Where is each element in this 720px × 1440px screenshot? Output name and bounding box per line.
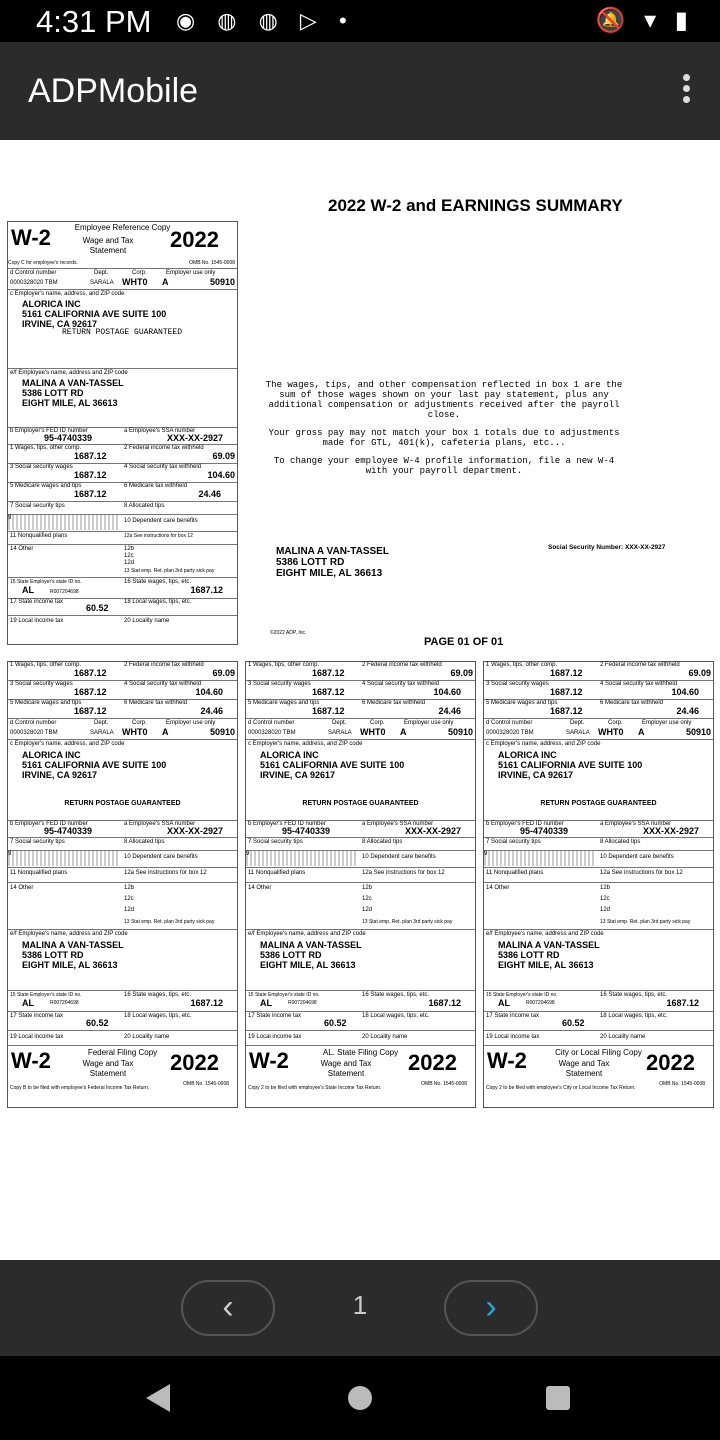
label-box7: 7 Social security tips — [486, 839, 541, 845]
label-box15: 15 State Employer's state ID no. — [486, 992, 558, 998]
label-box17: 17 State income tax — [10, 598, 64, 605]
clock: 4:31 PM — [36, 4, 152, 39]
label-box2: 2 Federal income tax withheld — [362, 662, 442, 668]
label-box12d: 12d — [600, 907, 611, 913]
box5-medicare-wages: 1687.12 — [312, 706, 345, 716]
status-bar — [0, 0, 720, 42]
label-euse: Employer use only — [166, 269, 216, 276]
employee-name: MALINA A VAN-TASSEL — [260, 939, 362, 950]
employee-street: 5386 LOTT RD — [22, 388, 84, 398]
label-dept: Dept. — [332, 720, 347, 726]
w2-filing-copy — [7, 661, 238, 1108]
app-title: ADPMobile — [28, 72, 199, 110]
label-box6: 6 Medicare tax withheld — [124, 482, 188, 489]
employer-use-value: 50910 — [209, 727, 235, 737]
app-bar — [0, 42, 720, 140]
copyright: ©2022 ADP, Inc. — [270, 630, 307, 636]
label-box4: 4 Social security tax withheld — [124, 681, 202, 687]
employee-name: MALINA A VAN-TASSEL — [498, 939, 600, 950]
label-box3: 3 Social security wages — [10, 463, 73, 470]
state-code: AL — [260, 998, 272, 1008]
return-postage: RETURN POSTAGE GUARANTEED — [540, 799, 657, 807]
label-box20: 20 Locality name — [124, 1034, 170, 1040]
label-box19: 19 Local income tax — [248, 1034, 302, 1040]
next-page-button[interactable] — [444, 1280, 538, 1336]
employee-name: MALINA A VAN-TASSEL — [22, 939, 124, 950]
box1-wages: 1687.12 — [74, 450, 107, 461]
label-box12b: 12b — [600, 885, 611, 891]
box1-wages: 1687.12 — [74, 668, 107, 678]
pager-bar — [0, 1260, 720, 1356]
employer-use-value: 50910 — [685, 727, 711, 737]
label-box1: 1 Wages, tips, other comp. — [486, 662, 558, 668]
box2-fed-tax: 69.09 — [688, 668, 711, 678]
label-box5: 5 Medicare wages and tips — [10, 700, 82, 706]
label-box15: 15 State Employer's state ID no. — [10, 992, 82, 998]
form-year: 2022 — [408, 1049, 457, 1075]
label-box18: 18 Local wages, tips, etc. — [124, 598, 192, 605]
control-number: 0000328020 TBM — [10, 279, 58, 286]
note-box1: The wages, tips, and other compensation reflected in box 1 are the sum of those wages shown on your last pay statement, plus any additional compensation or adjustments received after the payroll close. — [265, 380, 623, 420]
control-number: 0000328020 TBM — [486, 730, 534, 736]
form-subtitle: Wage and Tax Statement — [320, 1058, 372, 1078]
label-box13: 13 Stat emp. Ret. plan 3rd party sick pay — [600, 919, 691, 925]
employee-city: EIGHT MILE, AL 36613 — [22, 398, 118, 408]
page-number: 1 — [352, 1290, 368, 1320]
form-name: W-2 — [487, 1047, 527, 1073]
state-tax: 60.52 — [562, 1018, 585, 1028]
label-employer: c Employer's name, address, and ZIP code — [10, 290, 125, 297]
label-box13: 13 Stat emp. Ret. plan 3rd party sick pay — [124, 567, 215, 574]
return-postage: RETURN POSTAGE GUARANTEED — [64, 799, 181, 807]
ssn-value: XXX-XX-2927 — [166, 826, 223, 836]
copy-footer: Copy 2 to be filed with employee's State Income Tax Return. — [248, 1084, 382, 1091]
home-icon[interactable] — [348, 1386, 372, 1410]
employer-use-value: 50910 — [447, 727, 473, 737]
label-box12a: 12a See instructions for box 12 — [362, 870, 445, 876]
label-ssa: a Employee's SSA number — [362, 821, 434, 827]
corp-code: WHT0 — [360, 727, 386, 737]
ssn-value: XXX-XX-2927 — [166, 432, 223, 443]
omb-number: OMB No. 1545-0008 — [421, 1080, 467, 1087]
state-id: R007204698 — [50, 1000, 79, 1006]
label-box12d: 12d — [362, 907, 373, 913]
label-box19: 19 Local income tax — [10, 617, 64, 624]
state-tax: 60.52 — [86, 602, 109, 613]
box3-ss-wages: 1687.12 — [550, 687, 583, 697]
label-box17: 17 State income tax — [248, 1013, 302, 1019]
label-box15: 15 State Employer's state ID no. — [10, 578, 82, 585]
label-box14: 14 Other — [10, 885, 34, 891]
prev-page-button[interactable] — [181, 1280, 275, 1336]
label-euse: Employer use only — [642, 720, 692, 726]
form-subtitle: Wage and Tax Statement — [82, 235, 134, 255]
fed-id: 95-4740339 — [44, 826, 93, 836]
address-line-name: MALINA A VAN-TASSEL — [276, 546, 389, 557]
label-euse: Employer use only — [166, 720, 216, 726]
box6-medicare-tax: 24.46 — [198, 488, 221, 499]
label-box10: 10 Dependent care benefits — [124, 517, 198, 524]
label-box20: 20 Locality name — [600, 1034, 646, 1040]
system-status-icons: 🔕 ▾ ▮ — [595, 7, 694, 34]
box4-ss-tax: 104.60 — [195, 687, 223, 697]
label-box8: 8 Allocated tips — [124, 839, 165, 845]
copy-heading: AL. State Filing Copy — [322, 1048, 399, 1057]
state-code: AL — [498, 998, 510, 1008]
chevron-left-icon: ‹ — [222, 1288, 234, 1326]
copy-footer: Copy 2 to be filed with employee's City or Local Income Tax Return. — [486, 1084, 636, 1091]
label-box12a: 12a See instructions for box 12 — [600, 870, 683, 876]
label-dept: Dept. — [94, 720, 109, 726]
employer-street: 5161 CALIFORNIA AVE SUITE 100 — [22, 759, 167, 770]
label-box13: 13 Stat emp. Ret. plan 3rd party sick pay — [124, 919, 215, 925]
employer-street: 5161 CALIFORNIA AVE SUITE 100 — [22, 309, 167, 319]
back-icon[interactable] — [146, 1384, 170, 1412]
label-box10: 10 Dependent care benefits — [362, 854, 436, 860]
label-box12b: 12b — [124, 885, 135, 891]
label-box8: 8 Allocated tips — [600, 839, 641, 845]
state-code: AL — [22, 998, 34, 1008]
label-box18: 18 Local wages, tips, etc. — [362, 1013, 430, 1019]
note-w4: To change your employee W-4 profile information, file a new W-4 with your payroll department. — [273, 456, 615, 476]
employer-city: IRVINE, CA 92617 — [498, 769, 574, 780]
label-box12a: 12a See instructions for box 12 — [124, 870, 207, 876]
label-control: d Control number — [10, 720, 57, 726]
label-box11: 11 Nonqualified plans — [248, 870, 306, 876]
summary-notes — [262, 380, 626, 484]
return-postage: RETURN POSTAGE GUARANTEED — [302, 799, 419, 807]
state-code: AL — [22, 584, 34, 595]
box2-fed-tax: 69.09 — [212, 668, 235, 678]
box5-medicare-wages: 1687.12 — [74, 706, 107, 716]
label-control: d Control number — [248, 720, 295, 726]
label-box11: 11 Nonqualified plans — [10, 870, 68, 876]
label-fed-id: b Employer's FED ID number — [248, 821, 326, 827]
label-employee: e/f Employee's name, address and ZIP code — [248, 931, 366, 937]
employee-city: EIGHT MILE, AL 36613 — [260, 959, 356, 970]
omb-number: OMB No. 1545-0008 — [659, 1080, 705, 1087]
label-box12c: 12c — [124, 552, 134, 559]
label-box12a: 12a See instructions for box 12 — [124, 532, 193, 539]
copy-heading: City or Local Filing Copy — [555, 1048, 642, 1057]
employer-city: IRVINE, CA 92617 — [22, 319, 98, 329]
label-box5: 5 Medicare wages and tips — [10, 482, 82, 489]
notification-icons: ◉ ◍ ◍ ▷ • — [176, 8, 355, 33]
label-ssa: a Employee's SSA number — [124, 821, 196, 827]
label-box2: 2 Federal income tax withheld — [600, 662, 680, 668]
label-box7: 7 Social security tips — [10, 839, 65, 845]
employee-name: MALINA A VAN-TASSEL — [22, 378, 124, 388]
label-box12d: 12d — [124, 907, 135, 913]
label-euse: Employer use only — [404, 720, 454, 726]
employer-name: ALORICA INC — [22, 299, 81, 309]
label-employee: e/f Employee's name, address and ZIP code — [10, 369, 128, 376]
employer-city: IRVINE, CA 92617 — [260, 769, 336, 780]
return-postage: RETURN POSTAGE GUARANTEED — [62, 328, 183, 337]
box3-ss-wages: 1687.12 — [312, 687, 345, 697]
label-box8: 8 Allocated tips — [124, 502, 165, 509]
label-box11: 11 Nonqualified plans — [486, 870, 544, 876]
label-corp: Corp. — [132, 269, 147, 276]
label-box12c: 12c — [124, 896, 134, 902]
employee-address-block — [276, 546, 389, 579]
state-wages: 1687.12 — [190, 584, 223, 595]
omb-number: OMB No. 1545-0008 — [189, 259, 235, 266]
copy-c-note: Copy C for employee's records. — [8, 259, 78, 266]
label-box14: 14 Other — [248, 885, 272, 891]
label-ssa: a Employee's SSA number — [124, 427, 196, 434]
label-box12b: 12b — [362, 885, 373, 891]
employer-name: ALORICA INC — [260, 749, 319, 760]
address-line-street: 5386 LOTT RD — [276, 557, 345, 568]
control-number: 0000328020 TBM — [10, 730, 58, 736]
label-box16: 16 State wages, tips, etc. — [600, 992, 668, 998]
label-box19: 19 Local income tax — [486, 1034, 540, 1040]
label-box14: 14 Other — [10, 545, 34, 552]
dept-code: SARALA — [90, 730, 114, 736]
state-id: R007204698 — [526, 1000, 555, 1006]
ssn-summary: Social Security Number: XXX-XX-2927 — [548, 544, 666, 551]
box6-medicare-tax: 24.46 — [676, 706, 699, 716]
box6-medicare-tax: 24.46 — [438, 706, 461, 716]
employer-name: ALORICA INC — [498, 749, 557, 760]
state-id: R007204698 — [50, 588, 79, 595]
label-box17: 17 State income tax — [486, 1013, 540, 1019]
control-number: 0000328020 TBM — [248, 730, 296, 736]
corp-code: WHT0 — [122, 727, 148, 737]
label-box3: 3 Social security wages — [248, 681, 311, 687]
label-box11: 11 Nonqualified plans — [10, 532, 68, 539]
corp-code: WHT0 — [598, 727, 624, 737]
box5-medicare-wages: 1687.12 — [550, 706, 583, 716]
label-box12c: 12c — [600, 896, 610, 902]
form-year: 2022 — [170, 226, 219, 252]
chevron-right-icon: › — [485, 1288, 497, 1326]
label-box1: 1 Wages, tips, other comp. — [10, 444, 82, 451]
label-dept: Dept. — [94, 269, 109, 276]
box1-wages: 1687.12 — [550, 668, 583, 678]
label-box3: 3 Social security wages — [486, 681, 549, 687]
label-box9: 9 — [8, 851, 120, 866]
label-box10: 10 Dependent care benefits — [600, 854, 674, 860]
label-box16: 16 State wages, tips, etc. — [362, 992, 430, 998]
state-tax: 60.52 — [86, 1018, 109, 1028]
box6-medicare-tax: 24.46 — [200, 706, 223, 716]
label-box16: 16 State wages, tips, etc. — [124, 578, 192, 585]
employee-reference-copy — [7, 221, 238, 645]
fed-id: 95-4740339 — [282, 826, 331, 836]
box2-fed-tax: 69.09 — [212, 450, 235, 461]
omb-number: OMB No. 1545-0008 — [183, 1080, 229, 1087]
label-box12b: 12b — [124, 545, 135, 552]
label-ssa: a Employee's SSA number — [600, 821, 672, 827]
label-box8: 8 Allocated tips — [362, 839, 403, 845]
form-name: W-2 — [11, 1047, 51, 1073]
label-box4: 4 Social security tax withheld — [362, 681, 440, 687]
label-control: d Control number — [486, 720, 533, 726]
label-box9: 9 — [484, 851, 596, 866]
label-employer: c Employer's name, address, and ZIP code — [486, 741, 601, 747]
label-corp: Corp. — [370, 720, 385, 726]
label-box4: 4 Social security tax withheld — [124, 463, 202, 470]
w2-filing-copy — [483, 661, 714, 1108]
ssn-value: XXX-XX-2927 — [642, 826, 699, 836]
label-box15: 15 State Employer's state ID no. — [248, 992, 320, 998]
address-line-city: EIGHT MILE, AL 36613 — [276, 568, 383, 579]
form-name: W-2 — [11, 224, 51, 250]
state-wages: 1687.12 — [428, 998, 461, 1008]
copy-footer: Copy B to be filed with employee's Federal Income Tax Return. — [10, 1084, 150, 1091]
document-header: 2022 W-2 and EARNINGS SUMMARY — [328, 196, 623, 215]
box3-ss-wages: 1687.12 — [74, 469, 107, 480]
label-box12c: 12c — [362, 896, 372, 902]
label-box1: 1 Wages, tips, other comp. — [10, 662, 82, 668]
label-control: d Control number — [10, 269, 57, 276]
label-box5: 5 Medicare wages and tips — [486, 700, 558, 706]
label-box19: 19 Local income tax — [10, 1034, 64, 1040]
corp-code: WHT0 — [122, 276, 148, 287]
label-box6: 6 Medicare tax withheld — [600, 700, 664, 706]
box2-fed-tax: 69.09 — [450, 668, 473, 678]
employer-use: A — [162, 276, 169, 287]
label-dept: Dept. — [570, 720, 585, 726]
dept-code: SARALA — [328, 730, 352, 736]
label-box1: 1 Wages, tips, other comp. — [248, 662, 320, 668]
more-vert-icon[interactable] — [678, 74, 694, 110]
w2-filing-copy — [245, 661, 476, 1108]
box4-ss-tax: 104.60 — [433, 687, 461, 697]
form-year: 2022 — [170, 1049, 219, 1075]
state-wages: 1687.12 — [666, 998, 699, 1008]
label-employer: c Employer's name, address, and ZIP code — [10, 741, 125, 747]
label-employee: e/f Employee's name, address and ZIP code — [486, 931, 604, 937]
label-fed-id: b Employer's FED ID number — [10, 821, 88, 827]
employee-street: 5386 LOTT RD — [498, 949, 560, 960]
box3-ss-wages: 1687.12 — [74, 687, 107, 697]
fed-id: 95-4740339 — [44, 432, 93, 443]
copy-heading: Federal Filing Copy — [87, 1048, 158, 1057]
form-name: W-2 — [249, 1047, 289, 1073]
label-box16: 16 State wages, tips, etc. — [124, 992, 192, 998]
label-box4: 4 Social security tax withheld — [600, 681, 678, 687]
label-box3: 3 Social security wages — [10, 681, 73, 687]
label-box6: 6 Medicare tax withheld — [362, 700, 426, 706]
label-box18: 18 Local wages, tips, etc. — [124, 1013, 192, 1019]
label-employer: c Employer's name, address, and ZIP code — [248, 741, 363, 747]
system-nav-bar — [0, 1356, 720, 1440]
label-box18: 18 Local wages, tips, etc. — [600, 1013, 668, 1019]
label-box2: 2 Federal income tax withheld — [124, 662, 204, 668]
label-corp: Corp. — [132, 720, 147, 726]
employee-city: EIGHT MILE, AL 36613 — [498, 959, 594, 970]
employer-name: ALORICA INC — [22, 749, 81, 760]
employer-use: A — [638, 727, 645, 737]
employer-street: 5161 CALIFORNIA AVE SUITE 100 — [260, 759, 405, 770]
state-tax: 60.52 — [324, 1018, 347, 1028]
label-fed-id: b Employer's FED ID number — [486, 821, 564, 827]
box5-medicare-wages: 1687.12 — [74, 488, 107, 499]
box4-ss-tax: 104.60 — [207, 469, 235, 480]
label-employee: e/f Employee's name, address and ZIP code — [10, 931, 128, 937]
label-box14: 14 Other — [486, 885, 510, 891]
form-subtitle: Wage and Tax Statement — [82, 1058, 134, 1078]
note-gross-pay: Your gross pay may not match your box 1 totals due to adjustments made for GTL, 401(k), cafeteria plans, etc... — [268, 428, 620, 448]
employee-city: EIGHT MILE, AL 36613 — [22, 959, 118, 970]
employer-use: A — [400, 727, 407, 737]
employer-street: 5161 CALIFORNIA AVE SUITE 100 — [498, 759, 643, 770]
label-corp: Corp. — [608, 720, 623, 726]
document-viewer[interactable] — [0, 140, 720, 1260]
box1-wages: 1687.12 — [312, 668, 345, 678]
dept-code: SARALA — [566, 730, 590, 736]
label-box2: 2 Federal income tax withheld — [124, 444, 204, 451]
employee-street: 5386 LOTT RD — [260, 949, 322, 960]
page-label: PAGE 01 OF 01 — [424, 636, 504, 648]
label-box20: 20 Locality name — [362, 1034, 408, 1040]
label-box5: 5 Medicare wages and tips — [248, 700, 320, 706]
label-box9: 9 — [246, 851, 358, 866]
label-box13: 13 Stat emp. Ret. plan 3rd party sick pay — [362, 919, 453, 925]
employer-use-value: 50910 — [209, 276, 235, 287]
employee-street: 5386 LOTT RD — [22, 949, 84, 960]
dept-code: SARALA — [90, 279, 114, 286]
state-id: R007204698 — [288, 1000, 317, 1006]
label-box12d: 12d — [124, 559, 135, 566]
label-box7: 7 Social security tips — [248, 839, 303, 845]
copy-heading: Employee Reference Copy — [74, 223, 171, 232]
label-box20: 20 Locality name — [124, 617, 170, 624]
fed-id: 95-4740339 — [520, 826, 569, 836]
employer-city: IRVINE, CA 92617 — [22, 769, 98, 780]
label-box7: 7 Social security tips — [10, 502, 65, 509]
recents-icon[interactable] — [546, 1386, 570, 1410]
label-box17: 17 State income tax — [10, 1013, 64, 1019]
label-fed-id: b Employer's FED ID number — [10, 427, 88, 434]
state-wages: 1687.12 — [190, 998, 223, 1008]
label-box6: 6 Medicare tax withheld — [124, 700, 188, 706]
box4-ss-tax: 104.60 — [671, 687, 699, 697]
form-subtitle: Wage and Tax Statement — [558, 1058, 610, 1078]
label-box10: 10 Dependent care benefits — [124, 854, 198, 860]
form-year: 2022 — [646, 1049, 695, 1075]
employer-use: A — [162, 727, 169, 737]
label-box9: 9 — [8, 515, 120, 530]
ssn-value: XXX-XX-2927 — [404, 826, 461, 836]
